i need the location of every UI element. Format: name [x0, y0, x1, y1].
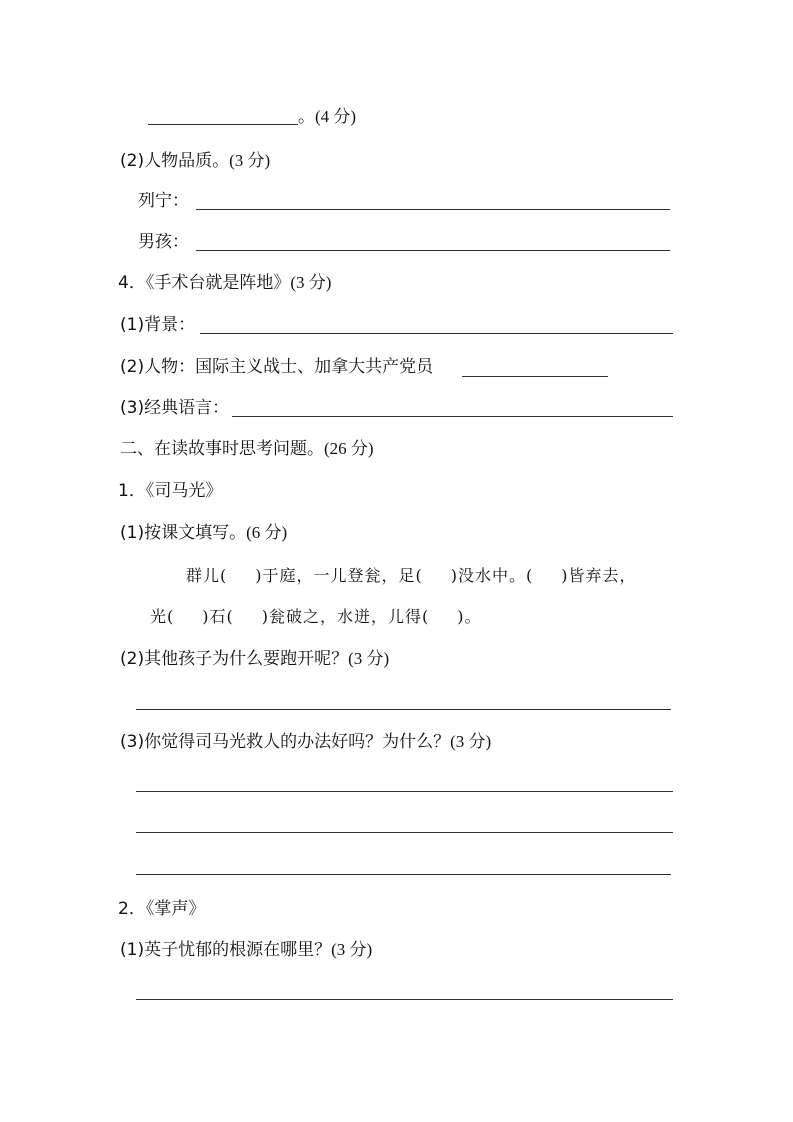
s2q1-part2-points: (3 分) [348, 649, 390, 668]
q4-heading [118, 272, 331, 294]
cloze-seg: )石( [202, 607, 234, 626]
answer-line-s2q1-part3-1[interactable] [136, 791, 673, 792]
q4-background-label: (1)背景： [120, 315, 196, 335]
q3-1-points: (4 分) [315, 107, 357, 126]
s2q1-title: 1．《司马光》 [118, 481, 223, 501]
cloze-seg: )。 [457, 607, 482, 626]
cloze-line-1 [186, 565, 637, 587]
section2-title: 二、在读故事时思考问题。 [120, 439, 324, 459]
q3-2-heading [120, 150, 270, 172]
answer-blank-boy[interactable] [196, 250, 670, 251]
s2q2-part1-label: (1)英子忧郁的根源在哪里？ [120, 940, 332, 960]
answer-line-s2q1-part3-2[interactable] [136, 832, 673, 833]
lenin-label: 列宁： [138, 191, 189, 211]
cloze-seg: )于庭，一儿登瓮，足( [255, 566, 423, 585]
answer-blank-q4-background[interactable] [200, 333, 673, 334]
s2q1-part3-points: (3 分) [450, 732, 492, 751]
answer-blank-q3-1[interactable] [148, 124, 298, 125]
boy-label: 男孩： [138, 232, 189, 252]
s2q2-title: 2．《掌声》 [118, 899, 206, 919]
s2q1-part2-label: (2)其他孩子为什么要跑开呢？ [120, 649, 349, 669]
s2q1-part1-points: (6 分) [246, 523, 288, 542]
section2-points: (26 分) [324, 439, 374, 458]
s2q1-part2-heading [120, 648, 389, 670]
cloze-seg: )皆弃去， [561, 566, 637, 585]
q4-title: 4．《手术台就是阵地》 [118, 273, 291, 293]
s2q1-part1-heading [120, 522, 287, 544]
q4-points: (3 分) [290, 273, 332, 292]
cloze-seg: )没水中。( [450, 566, 534, 585]
s2q2-part1-heading [120, 939, 372, 961]
cloze-line-2 [150, 606, 482, 628]
answer-blank-q4-character[interactable] [462, 376, 608, 377]
q4-character-label: (2)人物：国际主义战士、加拿大共产党员 [120, 357, 434, 377]
cloze-seg: 光( [150, 607, 175, 626]
q3-1-tail [298, 106, 356, 128]
answer-line-s2q2-part1[interactable] [136, 999, 673, 1000]
answer-line-s2q1-part2[interactable] [136, 709, 671, 710]
q4-quote-label: (3)经典语言： [120, 398, 230, 418]
q3-1-suffix: 。 [298, 107, 315, 127]
s2q1-part3-label: (3)你觉得司马光救人的办法好吗？为什么？ [120, 732, 451, 752]
answer-blank-q4-quote[interactable] [232, 416, 673, 417]
s2q1-part3-heading [120, 731, 491, 753]
cloze-seg: )瓮破之，水迸，儿得( [261, 607, 430, 626]
answer-line-s2q1-part3-3[interactable] [136, 874, 671, 875]
s2q1-part1-label: (1)按课文填写。 [120, 523, 247, 543]
s2q2-part1-points: (3 分) [331, 940, 373, 959]
q3-2-points: (3 分) [229, 151, 271, 170]
q3-2-label: (2)人物品质。 [120, 151, 230, 171]
section2-heading [120, 438, 374, 460]
answer-blank-lenin[interactable] [196, 209, 670, 210]
cloze-seg: 群儿( [186, 566, 228, 585]
